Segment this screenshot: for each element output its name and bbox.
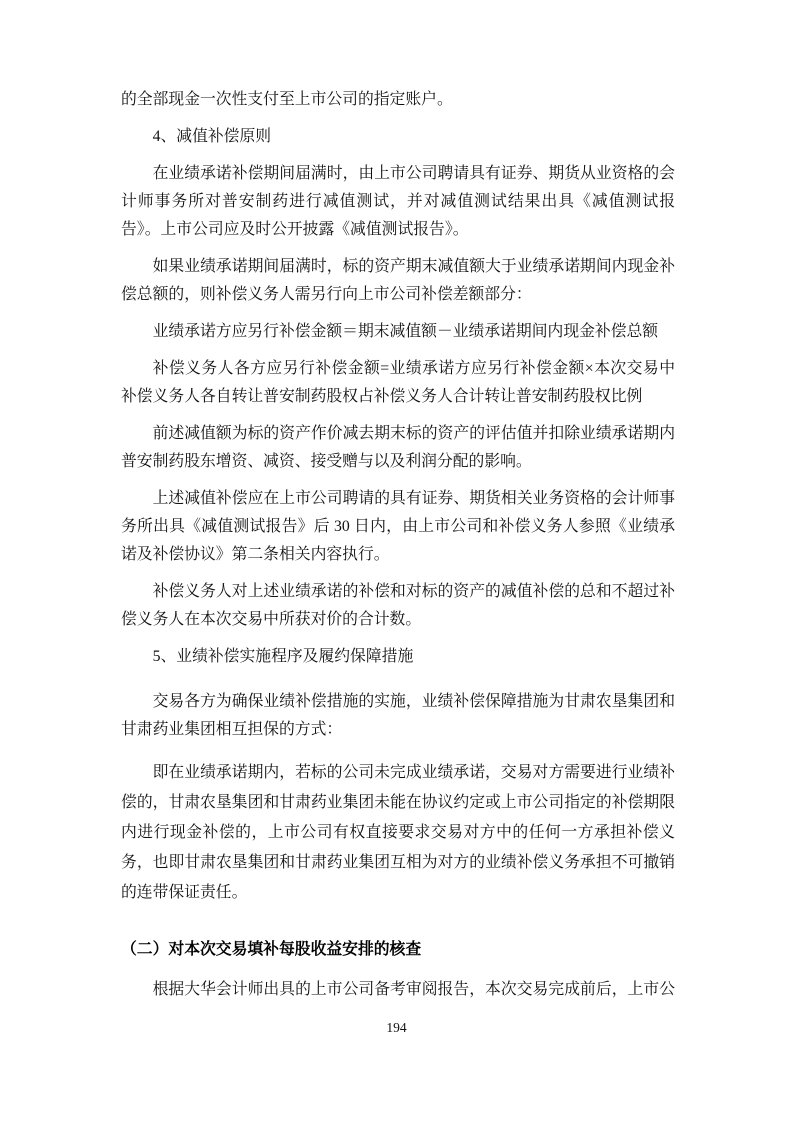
page-content [121,86,675,1013]
body-paragraph: 在业绩承诺补偿期间届满时，由上市公司聘请具有证券、期货从业资格的会计师事务所对普安制药进行减值测试，并对减值测试结果出具《减值测试报告》。上市公司应及时公开披露《减值测试报告》。 [121,165,675,238]
section-heading: （二）对本次交易填补每股收益安排的核查 [121,941,422,958]
body-paragraph: 交易各方为确保业绩补偿措施的实施，业绩补偿保障措施为甘肃农垦集团和甘肃药业集团相互担保的方式： [121,693,675,738]
body-paragraph: 根据大华会计师出具的上市公司备考审阅报告，本次交易完成前后，上市公 [152,981,675,998]
formula-line: 业绩承诺方应另行补偿金额＝期末减值额－业绩承诺期间内现金补偿总额 [152,323,659,340]
body-paragraph: 即在业绩承诺期内，若标的公司未完成业绩承诺，交易对方需要进行业绩补偿的，甘肃农垦集团和甘肃药业集团未能在协议约定或上市公司指定的补偿期限内进行现金补偿的，上市公司有权直接要求交易对方中的任何一方承担补偿义务，也即甘肃农垦集团和甘肃药业集团互相为对方的业绩补偿义务承担不可撤销的连带保证责任。 [121,764,675,901]
body-paragraph: 的全部现金一次性支付至上市公司的指定账户。 [121,91,453,108]
body-paragraph: 补偿义务人对上述业绩承诺的补偿和对标的资产的减值补偿的总和不超过补偿义务人在本次交易中所获对价的合计数。 [121,583,675,628]
formula-paragraph: 补偿义务人各方应另行补偿金额=业绩承诺方应另行补偿金额×本次交易中补偿义务人各自转让普安制药股权占补偿义务人合计转让普安制药股权比例 [121,360,675,405]
page-number: 194 [386,1020,407,1035]
body-paragraph: 前述减值额为标的资产作价减去期末标的资产的评估值并扣除业绩承诺期内普安制药股东增资、减资、接受赠与以及利润分配的影响。 [121,425,675,470]
numbered-subheading: 5、业绩补偿实施程序及履约保障措施 [152,648,414,665]
numbered-subheading: 4、减值补偿原则 [152,128,272,145]
body-paragraph: 上述减值补偿应在上市公司聘请的具有证券、期货相关业务资格的会计师事务所出具《减值测试报告》后 30 日内，由上市公司和补偿义务人参照《业绩承诺及补偿协议》第二条相关内容执行。 [121,490,675,563]
body-paragraph: 如果业绩承诺期间届满时，标的资产期末减值额大于业绩承诺期间内现金补偿总额的，则补偿义务人需另行向上市公司补偿差额部分： [121,258,675,303]
